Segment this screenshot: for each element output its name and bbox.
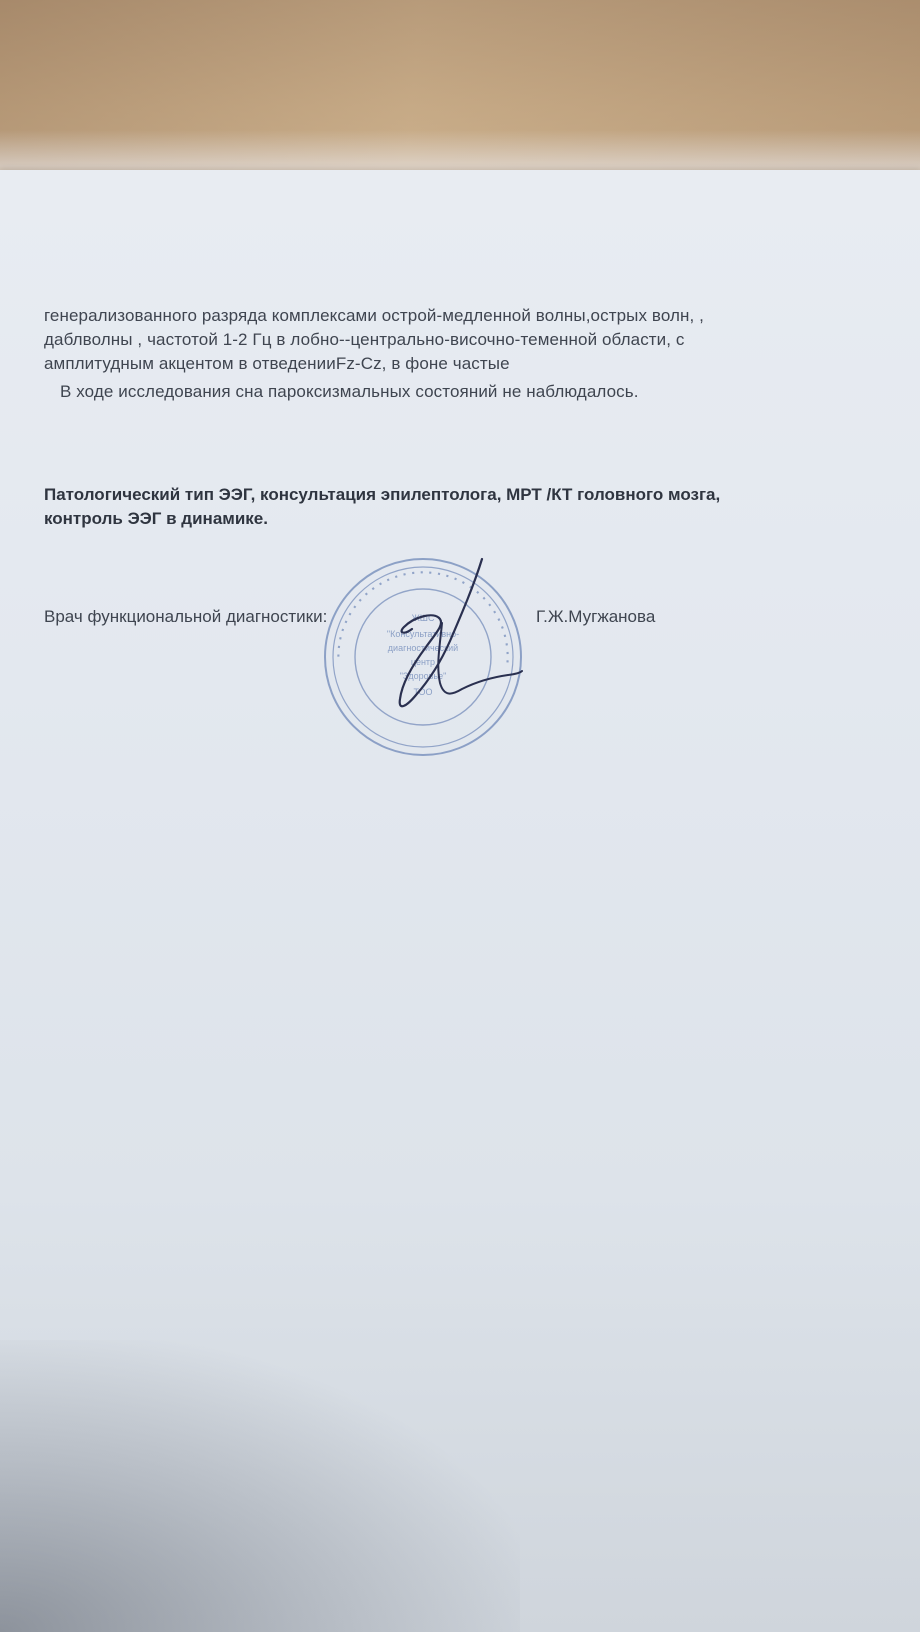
svg-text:▪ ▪ ▪ ▪ ▪ ▪ ▪ ▪ ▪ ▪ ▪ ▪ ▪ ▪ ▪: ▪ ▪ ▪ ▪ ▪ ▪ ▪ ▪ ▪ ▪ ▪ ▪ ▪ ▪ ▪ ▪ ▪ ▪ ▪ ▪ ▪ ▪ ▪ ▪ ▪ ▪ ▪ ▪ ▪ ▪ ▪ ▪: [332, 566, 514, 665]
conclusion-line-1: Патологический тип ЭЭГ, консультация эпилептолога, МРТ /КТ головного мозга,: [44, 485, 721, 504]
handwritten-signature: [370, 555, 530, 725]
body-line-2: даблволны , частотой 1-2 Гц в лобно--центрально-височно-теменной области, с: [44, 330, 685, 349]
body-line-1: генерализованного разряда комплексами острой-медленной волны,острых волн, ,: [44, 306, 704, 325]
stamp-line-4: центр: [410, 657, 436, 667]
doctor-role-label: Врач функциональной диагностики:: [44, 607, 328, 626]
stamp-line-2: "Консультативно-: [386, 629, 460, 639]
page-shadow: [0, 1340, 520, 1632]
conclusion-block: [44, 483, 720, 531]
body-line-3: амплитудным акцентом в отведенииFz-Cz, в фоне частые: [44, 354, 510, 373]
conclusion-line-2: контроль ЭЭГ в динамике.: [44, 509, 268, 528]
sleep-observation-line: В ходе исследования сна пароксизмальных состояний не наблюдалось.: [60, 382, 639, 401]
stamp-line-6: ТОО: [413, 687, 433, 697]
stamp-line-3: диагностический: [387, 643, 459, 653]
stamp-line-5: "Здоровье": [399, 671, 447, 681]
doctor-name: Г.Ж.Мугжанова: [536, 607, 656, 626]
stamp-line-1: ЖШС: [411, 613, 435, 623]
